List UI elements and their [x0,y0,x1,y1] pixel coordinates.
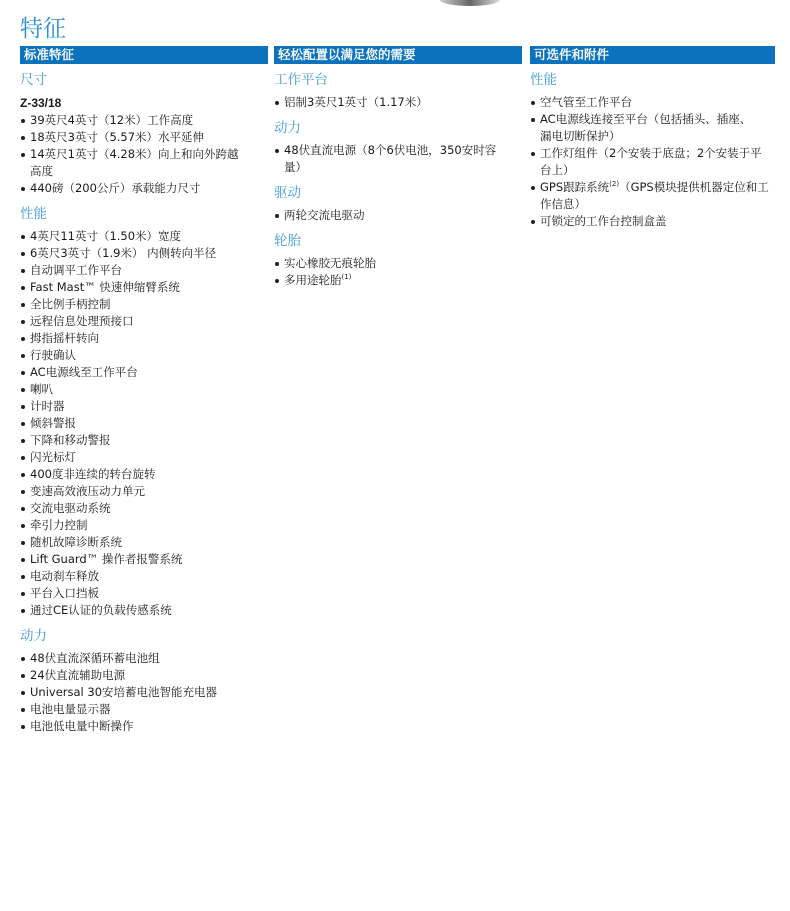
list-item: 4英尺11英寸（1.50米）宽度 [20,228,268,245]
list-item: 行驶确认 [20,347,268,364]
item-text: （GPS模块提供机器定位和工作信息） [540,180,769,211]
section-heading: 工作平台 [274,72,328,88]
list-item: 闪光标灯 [20,449,268,466]
list-item: 440磅（200公斤）承载能力尺寸 [20,180,268,197]
standard-features-column [20,46,268,735]
column-header: 标准特征 [20,46,268,64]
list-item: 平台入口挡板 [20,585,268,602]
performance-list [20,228,268,619]
power-list [20,650,268,735]
page-title: 特征 [20,16,66,42]
product-photo-edge [440,0,500,6]
section-heading: 性能 [530,72,557,88]
list-item: 电动刹车释放 [20,568,268,585]
section-heading: 驱动 [274,185,301,201]
section-heading: 轮胎 [274,233,301,249]
list-item: 全比例手柄控制 [20,296,268,313]
column-header: 轻松配置以满足您的需要 [274,46,522,64]
list-item: 48伏直流深循环蓄电池组 [20,650,268,667]
list-item: AC电源线连接至平台（包括插头、插座、漏电切断保护） [530,111,760,145]
list-item: 通过CE认证的负载传感系统 [20,602,268,619]
list-item: 400度非连续的转台旋转 [20,466,268,483]
list-item: 48伏直流电源（8个6伏电池，350安时容量） [274,142,499,176]
list-item: 随机故障诊断系统 [20,534,268,551]
list-item: 两轮交流电驱动 [274,207,522,224]
list-item [274,272,522,289]
footnote-marker: (1) [341,273,352,282]
list-item: Fast Mast™ 快速伸缩臂系统 [20,279,268,296]
list-item: AC电源线至工作平台 [20,364,268,381]
list-item: 计时器 [20,398,268,415]
list-item: 14英尺1英寸（4.28米）向上和向外跨越高度 [20,146,245,180]
list-item: 牵引力控制 [20,517,268,534]
list-item: 18英尺3英寸（5.57米）水平延伸 [20,129,268,146]
list-item: 电池低电量中断操作 [20,718,268,735]
list-item: 可锁定的工作台控制盒盖 [530,213,775,230]
item-text: 多用途轮胎 [284,273,342,287]
list-item [530,179,780,213]
section-heading: 尺寸 [20,72,47,88]
section-heading: 动力 [274,120,301,136]
list-item: 喇叭 [20,381,268,398]
options-column [530,46,775,230]
list-item: 39英尺4英寸（12米）工作高度 [20,112,268,129]
list-item: 倾斜警报 [20,415,268,432]
list-item: 远程信息处理预接口 [20,313,268,330]
item-text: GPS跟踪系统 [540,180,610,194]
list-item: 拇指摇杆转向 [20,330,268,347]
dimension-list [20,112,268,197]
list-item: 自动调平工作平台 [20,262,268,279]
list-item: 空气管至工作平台 [530,94,775,111]
section-heading: 动力 [20,628,47,644]
list-item: 电池电量显示器 [20,701,268,718]
list-item: Universal 30安培蓄电池智能充电器 [20,684,268,701]
configuration-column [274,46,522,289]
footnote-marker: (2) [609,180,620,189]
list-item: Lift Guard™ 操作者报警系统 [20,551,268,568]
list-item: 变速高效液压动力单元 [20,483,268,500]
list-item: 交流电驱动系统 [20,500,268,517]
list-item: 6英尺3英寸（1.9米） 内侧转向半径 [20,245,268,262]
list-item: 铝制3英尺1英寸（1.17米） [274,94,522,111]
list-item: 下降和移动警报 [20,432,268,449]
column-header: 可选件和附件 [530,46,775,64]
model-name: Z-33/18 [20,96,62,110]
list-item: 24伏直流辅助电源 [20,667,268,684]
list-item: 工作灯组件（2个安装于底盘；2个安装于平台上） [530,145,770,179]
section-heading: 性能 [20,206,47,222]
list-item: 实心橡胶无痕轮胎 [274,255,522,272]
